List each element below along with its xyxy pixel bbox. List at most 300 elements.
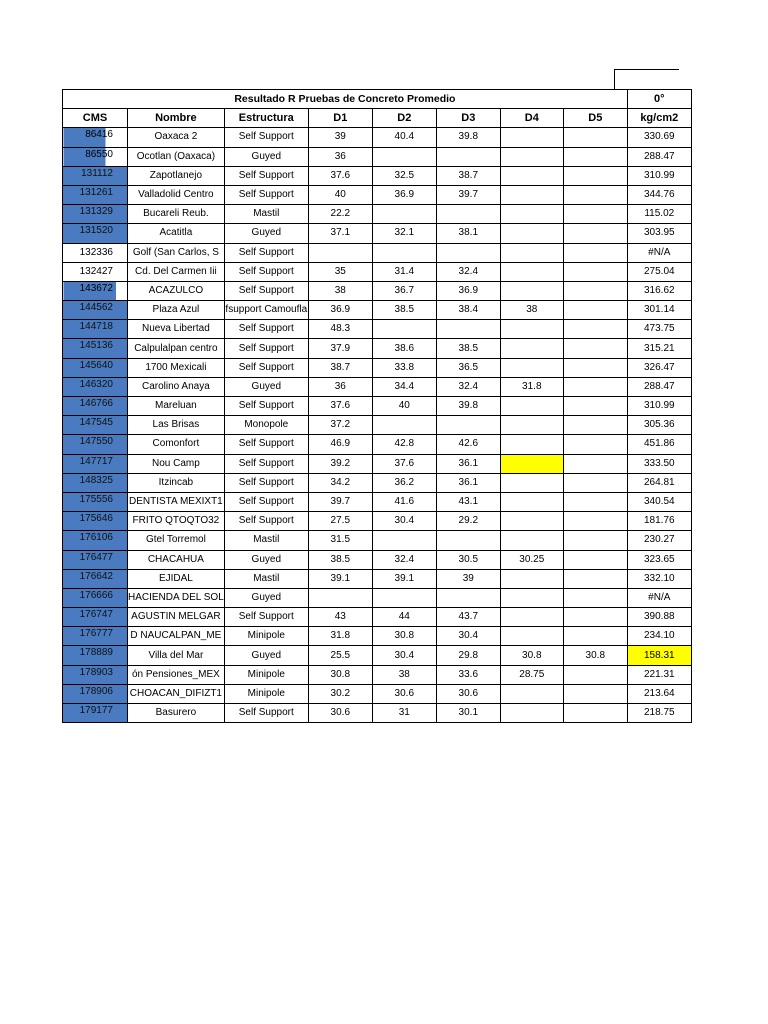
cell-d4[interactable] [500, 512, 563, 531]
cell-nombre[interactable]: Calpulalpan centro [128, 339, 225, 358]
cell-d5[interactable] [563, 358, 627, 377]
header-d4[interactable]: D4 [500, 109, 563, 128]
cell-kg[interactable]: 330.69 [627, 128, 691, 147]
cell-cms[interactable]: 179177 [63, 704, 128, 723]
cell-estructura[interactable]: Self Support [224, 185, 308, 204]
cell-d5[interactable] [563, 301, 627, 320]
cell-estructura[interactable]: Self Support [224, 320, 308, 339]
cell-estructura[interactable]: Self Support [224, 243, 308, 262]
cell-cms[interactable]: 176106 [63, 531, 128, 550]
cell-d2[interactable]: 30.8 [372, 627, 436, 646]
cell-d4[interactable] [500, 166, 563, 185]
cell-d2[interactable]: 33.8 [372, 358, 436, 377]
header-d1[interactable]: D1 [308, 109, 372, 128]
cell-d1[interactable] [308, 243, 372, 262]
cell-d4[interactable]: 30.25 [500, 550, 563, 569]
cell-estructura[interactable]: Self Support [224, 358, 308, 377]
cell-d4[interactable] [500, 262, 563, 281]
cell-d2[interactable] [372, 243, 436, 262]
cell-d2[interactable]: 32.1 [372, 224, 436, 243]
cell-d1[interactable]: 37.2 [308, 416, 372, 435]
cell-d5[interactable] [563, 205, 627, 224]
cell-d4[interactable] [500, 435, 563, 454]
cell-nombre[interactable]: Villa del Mar [128, 646, 225, 665]
cell-d5[interactable] [563, 492, 627, 511]
cell-d5[interactable] [563, 320, 627, 339]
cell-cms[interactable]: 176777 [63, 627, 128, 646]
cell-d1[interactable]: 30.6 [308, 704, 372, 723]
cell-d4[interactable] [500, 320, 563, 339]
header-d2[interactable]: D2 [372, 109, 436, 128]
cell-d2[interactable] [372, 531, 436, 550]
cell-d2[interactable]: 40.4 [372, 128, 436, 147]
cell-d3[interactable]: 32.4 [436, 262, 500, 281]
cell-d5[interactable] [563, 128, 627, 147]
cell-nombre[interactable]: HACIENDA DEL SOL [128, 588, 225, 607]
cell-d2[interactable] [372, 205, 436, 224]
cell-d5[interactable] [563, 627, 627, 646]
cell-cms[interactable]: 131329 [63, 205, 128, 224]
cell-estructura[interactable]: Self Support [224, 492, 308, 511]
cell-d3[interactable]: 30.5 [436, 550, 500, 569]
cell-d1[interactable]: 36.9 [308, 301, 372, 320]
cell-estructura[interactable]: Self Support [224, 166, 308, 185]
cell-estructura[interactable]: Guyed [224, 377, 308, 396]
cell-d4[interactable] [500, 147, 563, 166]
cell-kg[interactable]: 115.02 [627, 205, 691, 224]
cell-d3[interactable]: 29.8 [436, 646, 500, 665]
cell-d5[interactable] [563, 665, 627, 684]
cell-d1[interactable]: 25.5 [308, 646, 372, 665]
cell-estructura[interactable]: Guyed [224, 588, 308, 607]
cell-cms[interactable]: 131261 [63, 185, 128, 204]
cell-d1[interactable]: 39.2 [308, 454, 372, 473]
table-row [63, 454, 692, 473]
cell-d1[interactable]: 37.9 [308, 339, 372, 358]
cell-nombre[interactable]: Nou Camp [128, 454, 225, 473]
cell-cms[interactable]: 144562 [63, 301, 128, 320]
cell-cms[interactable]: 132336 [63, 243, 128, 262]
cell-d1[interactable]: 36 [308, 147, 372, 166]
cell-d5[interactable] [563, 185, 627, 204]
cell-d2[interactable]: 31 [372, 704, 436, 723]
cell-nombre[interactable]: Mareluan [128, 397, 225, 416]
cell-estructura[interactable]: Self Support [224, 512, 308, 531]
cell-d3[interactable]: 33.6 [436, 665, 500, 684]
table-row [63, 320, 692, 339]
cell-d2[interactable] [372, 320, 436, 339]
cell-d4[interactable] [500, 704, 563, 723]
cell-d3[interactable]: 39.8 [436, 397, 500, 416]
cell-d2[interactable]: 41.6 [372, 492, 436, 511]
table-title[interactable]: Resultado R Pruebas de Concreto Promedio [63, 90, 628, 109]
cell-nombre[interactable]: Golf (San Carlos, S [128, 243, 225, 262]
cell-d1[interactable]: 38.7 [308, 358, 372, 377]
cell-d1[interactable]: 34.2 [308, 473, 372, 492]
cell-d4[interactable] [500, 473, 563, 492]
cell-d5[interactable] [563, 569, 627, 588]
cell-d4[interactable] [500, 185, 563, 204]
cell-d3[interactable]: 38.5 [436, 339, 500, 358]
cell-d4[interactable] [500, 492, 563, 511]
cell-d3[interactable]: 36.1 [436, 473, 500, 492]
cell-kg[interactable]: #N/A [627, 243, 691, 262]
cell-estructura[interactable]: Guyed [224, 147, 308, 166]
cell-d2[interactable]: 30.4 [372, 512, 436, 531]
cell-nombre[interactable]: Las Brisas [128, 416, 225, 435]
cell-kg[interactable]: 473.75 [627, 320, 691, 339]
cell-nombre[interactable]: CHOACAN_DIFIZT1 [128, 684, 225, 703]
cell-estructura[interactable]: Self Support [224, 397, 308, 416]
cell-d1[interactable]: 35 [308, 262, 372, 281]
table-row [63, 550, 692, 569]
cell-kg[interactable]: 303.95 [627, 224, 691, 243]
cell-d4[interactable] [500, 358, 563, 377]
cell-d5[interactable] [563, 339, 627, 358]
cell-d2[interactable]: 31.4 [372, 262, 436, 281]
cell-d3[interactable]: 30.4 [436, 627, 500, 646]
cell-nombre[interactable]: D NAUCALPAN_ME [128, 627, 225, 646]
cell-d1[interactable]: 48.3 [308, 320, 372, 339]
cell-d3[interactable]: 36.1 [436, 454, 500, 473]
cell-d3[interactable]: 42.6 [436, 435, 500, 454]
cell-kg[interactable]: 323.65 [627, 550, 691, 569]
cell-d1[interactable]: 43 [308, 608, 372, 627]
cell-d5[interactable] [563, 704, 627, 723]
cell-d4[interactable]: 38 [500, 301, 563, 320]
cell-estructura[interactable]: Self Support [224, 281, 308, 300]
cell-estructura[interactable]: Self Support [224, 704, 308, 723]
cell-kg[interactable]: 344.76 [627, 185, 691, 204]
cell-d1[interactable]: 39.7 [308, 492, 372, 511]
cell-cms[interactable]: 131520 [63, 224, 128, 243]
cell-nombre[interactable]: ACAZULCO [128, 281, 225, 300]
cell-kg[interactable]: 316.62 [627, 281, 691, 300]
cell-d5[interactable] [563, 550, 627, 569]
cell-d1[interactable]: 37.1 [308, 224, 372, 243]
cell-estructura[interactable]: Guyed [224, 646, 308, 665]
cell-kg[interactable]: 305.36 [627, 416, 691, 435]
cell-d1[interactable]: 31.5 [308, 531, 372, 550]
cell-d1[interactable]: 37.6 [308, 397, 372, 416]
cell-estructura[interactable]: Self Support [224, 128, 308, 147]
cell-cms[interactable]: 176666 [63, 588, 128, 607]
cell-d5[interactable] [563, 512, 627, 531]
cell-estructura[interactable]: Mastil [224, 531, 308, 550]
cell-kg[interactable]: 218.75 [627, 704, 691, 723]
cell-d3[interactable]: 30.1 [436, 704, 500, 723]
cell-d5[interactable] [563, 454, 627, 473]
cell-kg[interactable]: 451.86 [627, 435, 691, 454]
cell-nombre[interactable]: Nueva Libertad [128, 320, 225, 339]
cell-kg[interactable]: 315.21 [627, 339, 691, 358]
cell-cms[interactable]: 146320 [63, 377, 128, 396]
cell-d3[interactable]: 29.2 [436, 512, 500, 531]
cell-nombre[interactable]: Gtel Torremol [128, 531, 225, 550]
cell-d4[interactable] [500, 531, 563, 550]
cell-cms[interactable]: 145640 [63, 358, 128, 377]
cell-nombre[interactable]: Oaxaca 2 [128, 128, 225, 147]
cell-d4[interactable]: 31.8 [500, 377, 563, 396]
table-row [63, 377, 692, 396]
empty-header-cell[interactable] [614, 69, 679, 90]
cell-d2[interactable]: 34.4 [372, 377, 436, 396]
header-cms[interactable]: CMS [63, 109, 128, 128]
cell-d2[interactable]: 42.8 [372, 435, 436, 454]
cell-nombre[interactable]: AGUSTIN MELGAR [128, 608, 225, 627]
concrete-results-table [62, 89, 692, 723]
cell-nombre[interactable]: Bucareli Reub. [128, 205, 225, 224]
cell-estructura[interactable]: Monopole [224, 416, 308, 435]
cell-nombre[interactable]: EJIDAL [128, 569, 225, 588]
cell-kg[interactable]: 301.14 [627, 301, 691, 320]
cell-kg[interactable]: 213.64 [627, 684, 691, 703]
cell-cms[interactable]: 86550 [63, 147, 128, 166]
header-row [63, 109, 692, 128]
cell-d1[interactable]: 39 [308, 128, 372, 147]
cell-d4[interactable] [500, 588, 563, 607]
cell-d4[interactable] [500, 224, 563, 243]
cell-cms[interactable]: 131112 [63, 166, 128, 185]
cell-cms[interactable]: 148325 [63, 473, 128, 492]
cell-nombre[interactable]: Plaza Azul [128, 301, 225, 320]
cell-d3[interactable]: 38.1 [436, 224, 500, 243]
cell-cms[interactable]: 178889 [63, 646, 128, 665]
cell-nombre[interactable]: Ocotlan (Oaxaca) [128, 147, 225, 166]
cell-d3[interactable]: 39 [436, 569, 500, 588]
cell-cms[interactable]: 144718 [63, 320, 128, 339]
cell-d4[interactable] [500, 416, 563, 435]
cell-estructura[interactable]: Self Support [224, 262, 308, 281]
cell-d4[interactable]: 28.75 [500, 665, 563, 684]
cell-kg[interactable]: 390.88 [627, 608, 691, 627]
cell-d4[interactable]: 30.8 [500, 646, 563, 665]
cell-kg[interactable]: 310.99 [627, 397, 691, 416]
cell-d3[interactable]: 32.4 [436, 377, 500, 396]
cell-kg[interactable]: 275.04 [627, 262, 691, 281]
cell-kg[interactable]: 288.47 [627, 377, 691, 396]
cell-d5[interactable] [563, 531, 627, 550]
cell-kg[interactable]: 288.47 [627, 147, 691, 166]
cell-nombre[interactable]: Basurero [128, 704, 225, 723]
cell-cms[interactable]: 146766 [63, 397, 128, 416]
cell-d2[interactable]: 36.2 [372, 473, 436, 492]
cell-d1[interactable]: 46.9 [308, 435, 372, 454]
cell-nombre[interactable]: ón Pensiones_MEX [128, 665, 225, 684]
cell-estructura[interactable]: Self Support [224, 454, 308, 473]
cell-cms[interactable]: 176477 [63, 550, 128, 569]
degree-label[interactable]: 0° [627, 90, 691, 109]
cell-d3[interactable]: 36.9 [436, 281, 500, 300]
cell-d1[interactable]: 30.2 [308, 684, 372, 703]
cell-d4[interactable] [500, 339, 563, 358]
header-estructura[interactable]: Estructura [224, 109, 308, 128]
cell-d5[interactable] [563, 435, 627, 454]
cell-nombre[interactable]: 1700 Mexicali [128, 358, 225, 377]
cell-kg[interactable]: #N/A [627, 588, 691, 607]
cell-d2[interactable] [372, 588, 436, 607]
cell-kg[interactable]: 181.76 [627, 512, 691, 531]
cell-d5[interactable] [563, 473, 627, 492]
cell-nombre[interactable]: Zapotlanejo [128, 166, 225, 185]
cell-d3[interactable] [436, 588, 500, 607]
cell-estructura[interactable]: Minipole [224, 627, 308, 646]
cell-d5[interactable] [563, 397, 627, 416]
cell-d5[interactable] [563, 166, 627, 185]
cell-cms[interactable]: 178903 [63, 665, 128, 684]
cell-cms[interactable]: 175556 [63, 492, 128, 511]
table-row [63, 147, 692, 166]
cell-d4[interactable] [500, 454, 563, 473]
cell-nombre[interactable]: Valladolid Centro [128, 185, 225, 204]
cell-cms[interactable]: 147545 [63, 416, 128, 435]
cell-d2[interactable]: 30.4 [372, 646, 436, 665]
cell-cms[interactable]: 132427 [63, 262, 128, 281]
cell-cms[interactable]: 178906 [63, 684, 128, 703]
cell-d3[interactable]: 39.7 [436, 185, 500, 204]
cell-d1[interactable]: 40 [308, 185, 372, 204]
cell-d5[interactable] [563, 377, 627, 396]
cell-d1[interactable]: 37.6 [308, 166, 372, 185]
cell-d1[interactable] [308, 588, 372, 607]
cell-nombre[interactable]: Itzincab [128, 473, 225, 492]
cell-kg[interactable]: 340.54 [627, 492, 691, 511]
cell-d2[interactable]: 40 [372, 397, 436, 416]
cell-d1[interactable]: 38 [308, 281, 372, 300]
cell-nombre[interactable]: FRITO QTOQTO32 [128, 512, 225, 531]
cell-cms[interactable]: 176747 [63, 608, 128, 627]
cell-d1[interactable]: 36 [308, 377, 372, 396]
cell-d2[interactable]: 36.7 [372, 281, 436, 300]
cell-d3[interactable]: 38.4 [436, 301, 500, 320]
cell-d4[interactable] [500, 205, 563, 224]
cell-cms[interactable]: 176642 [63, 569, 128, 588]
cell-d1[interactable]: 39.1 [308, 569, 372, 588]
cell-d3[interactable]: 39.8 [436, 128, 500, 147]
cell-d3[interactable] [436, 531, 500, 550]
cell-kg[interactable]: 310.99 [627, 166, 691, 185]
cell-d4[interactable] [500, 281, 563, 300]
cell-d2[interactable] [372, 147, 436, 166]
cell-d2[interactable]: 38.6 [372, 339, 436, 358]
cell-d5[interactable] [563, 281, 627, 300]
cell-d5[interactable] [563, 588, 627, 607]
cell-d1[interactable]: 22.2 [308, 205, 372, 224]
cell-d2[interactable]: 32.4 [372, 550, 436, 569]
cell-d1[interactable]: 38.5 [308, 550, 372, 569]
cell-estructura[interactable]: Self Support [224, 339, 308, 358]
cell-d5[interactable] [563, 147, 627, 166]
cell-kg[interactable]: 264.81 [627, 473, 691, 492]
cell-d3[interactable] [436, 416, 500, 435]
cell-kg[interactable]: 230.27 [627, 531, 691, 550]
cell-cms[interactable]: 145136 [63, 339, 128, 358]
cell-estructura[interactable]: Mastil [224, 205, 308, 224]
cell-d2[interactable]: 36.9 [372, 185, 436, 204]
cell-d3[interactable] [436, 243, 500, 262]
cell-kg[interactable]: 333.50 [627, 454, 691, 473]
cell-d4[interactable] [500, 128, 563, 147]
cell-d5[interactable] [563, 224, 627, 243]
cell-estructura[interactable]: Guyed [224, 224, 308, 243]
cell-d5[interactable] [563, 416, 627, 435]
cell-d2[interactable]: 39.1 [372, 569, 436, 588]
cell-cms[interactable]: 175646 [63, 512, 128, 531]
cell-d3[interactable]: 38.7 [436, 166, 500, 185]
cell-d3[interactable]: 36.5 [436, 358, 500, 377]
cell-d5[interactable] [563, 262, 627, 281]
cell-estructura[interactable]: Self Support [224, 608, 308, 627]
cell-kg[interactable]: 234.10 [627, 627, 691, 646]
cell-d2[interactable]: 32.5 [372, 166, 436, 185]
cell-cms[interactable]: 147717 [63, 454, 128, 473]
cell-kg[interactable]: 326.47 [627, 358, 691, 377]
cell-nombre[interactable]: Carolino Anaya [128, 377, 225, 396]
cell-estructura[interactable]: Minipole [224, 665, 308, 684]
table-row [63, 531, 692, 550]
cell-d5[interactable] [563, 684, 627, 703]
cell-d1[interactable]: 31.8 [308, 627, 372, 646]
cell-cms[interactable]: 143672 [63, 281, 128, 300]
cell-d5[interactable]: 30.8 [563, 646, 627, 665]
cell-nombre[interactable]: Comonfort [128, 435, 225, 454]
cell-d4[interactable] [500, 243, 563, 262]
cell-d2[interactable]: 30.6 [372, 684, 436, 703]
header-nombre[interactable]: Nombre [128, 109, 225, 128]
cell-cms[interactable]: 86416 [63, 128, 128, 147]
cell-d2[interactable] [372, 416, 436, 435]
cell-nombre[interactable]: Acatitla [128, 224, 225, 243]
cell-d5[interactable] [563, 608, 627, 627]
cell-d2[interactable]: 37.6 [372, 454, 436, 473]
cell-d4[interactable] [500, 627, 563, 646]
cell-d3[interactable] [436, 147, 500, 166]
header-d5[interactable]: D5 [563, 109, 627, 128]
cell-d4[interactable] [500, 608, 563, 627]
cell-d3[interactable] [436, 320, 500, 339]
cell-d3[interactable] [436, 205, 500, 224]
cell-kg[interactable]: 221.31 [627, 665, 691, 684]
cell-d1[interactable]: 30.8 [308, 665, 372, 684]
header-kg[interactable]: kg/cm2 [627, 109, 691, 128]
cell-kg[interactable]: 158.31 [627, 646, 691, 665]
cell-d1[interactable]: 27.5 [308, 512, 372, 531]
cell-d4[interactable] [500, 569, 563, 588]
cell-cms[interactable]: 147550 [63, 435, 128, 454]
cell-d2[interactable]: 38 [372, 665, 436, 684]
cell-d4[interactable] [500, 684, 563, 703]
cell-nombre[interactable]: CHACAHUA [128, 550, 225, 569]
cell-d3[interactable]: 30.6 [436, 684, 500, 703]
cell-d2[interactable]: 44 [372, 608, 436, 627]
cell-d5[interactable] [563, 243, 627, 262]
cell-nombre[interactable]: Cd. Del Carmen Iii [128, 262, 225, 281]
cell-estructura[interactable]: Mastil [224, 569, 308, 588]
cell-estructura[interactable]: Self Support [224, 473, 308, 492]
cell-kg[interactable]: 332.10 [627, 569, 691, 588]
cell-estructura[interactable]: Minipole [224, 684, 308, 703]
cell-estructura[interactable]: Guyed [224, 550, 308, 569]
header-d3[interactable]: D3 [436, 109, 500, 128]
cell-nombre[interactable]: DENTISTA MEXIXT1 [128, 492, 225, 511]
cell-d3[interactable]: 43.7 [436, 608, 500, 627]
cell-estructura[interactable]: fsupport Camoufla [224, 301, 308, 320]
table-row [63, 646, 692, 665]
cell-d4[interactable] [500, 397, 563, 416]
cell-d3[interactable]: 43.1 [436, 492, 500, 511]
cell-estructura[interactable]: Self Support [224, 435, 308, 454]
cell-d2[interactable]: 38.5 [372, 301, 436, 320]
